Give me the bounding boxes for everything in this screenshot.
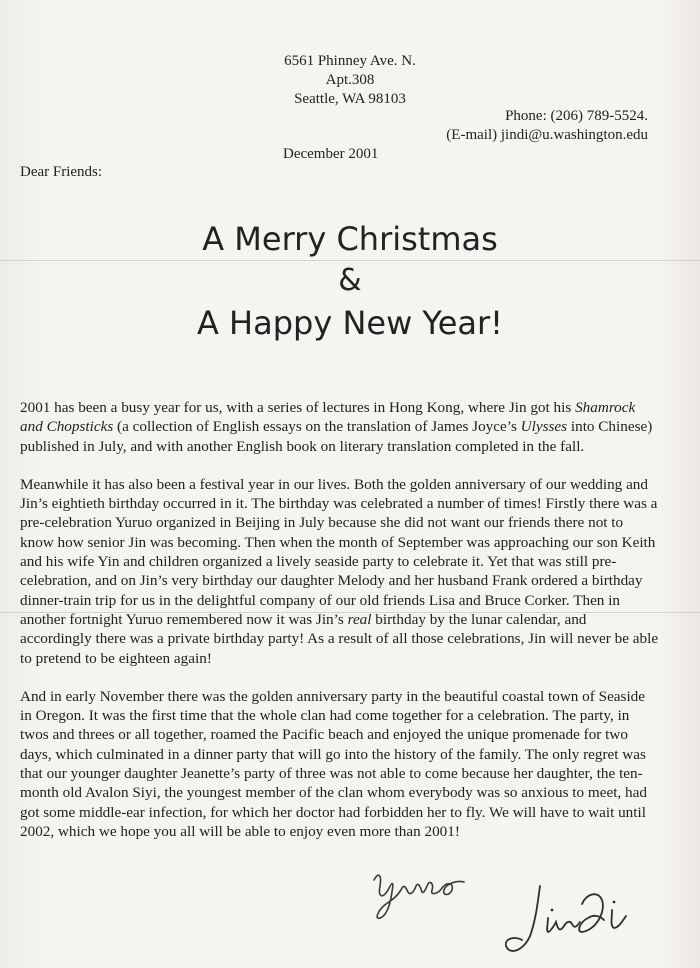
paragraph-1-text-a: 2001 has been a busy year for us, with a series of lectures in Hong Kong, where Jin got his [20,399,576,416]
ulysses-title: Ulysses [520,418,568,436]
contact-info [446,107,648,145]
headline-line-1: A Merry Christmas [202,220,498,258]
paragraph-2 [20,475,660,668]
paragraph-3: And in early November there was the golden anniversary party in the beautiful coastal town of Seaside in Oregon. It was the first time that the whole clan had come together for a celebration. The party, in twos and threes or all together, roamed the Pacific beach and enjoyed the unique promenade for two days, which culminated in a dinner party that will go into the history of the family. The only regret was that our younger daughter Jeanette’s party of three was not able to come because her daughter, the ten-month old Avalon Siyi, the youngest member of the clan whom everybody was so anxious to meet, had got some middle-ear infection, for which her doctor had forbidden her to fly. We will have to wait until 2002, which we hope you all will be able to enjoy even more than 2001! [20,687,647,840]
paragraph-1 [20,398,660,456]
email-address: (E-mail) jindi@u.washington.edu [446,127,648,143]
paragraph-1-text-c: into Chinese) published in July, and with another English book on literary translation completed in the fall. [20,418,653,455]
return-address [0,52,700,109]
headline-line-3: A Happy New Year! [196,304,503,342]
letter-date: December 2001 [283,146,379,162]
holiday-headline [0,218,700,344]
book-title: Shamrock and Chopsticks [20,399,636,436]
paragraph-1-text-b: (a collection of English essays on the translation of James Joyce’s [113,418,521,436]
paragraph-2-text-b: birthday by the lunar calendar, and accordingly there was a private birthday party! As a result of all those celebrations, Jin will never be able to pretend to be eighteen again! [20,610,659,667]
letter-body [20,398,660,860]
address-apt: Apt.308 [325,72,375,88]
address-city: Seattle, WA 98103 [294,91,406,107]
phone-number: Phone: (206) 789-5524. [505,108,648,124]
real-emphasis: real [347,610,372,628]
address-street: 6561 Phinney Ave. N. [284,53,416,69]
headline-ampersand: & [338,263,362,298]
signature-yuruo [368,866,473,922]
signature-jindi [496,880,646,960]
paragraph-2-text-a: Meanwhile it has also been a festival year in our lives. Both the golden anniversary of our wedding and Jin’s eightieth birthday occurred in it. The birthday was celebrated a number of times! Firstly there was a pre-celebration Yuruo organized in Beijing in July because she did not want our friends there not to know how senior Jin was becoming. Then when the month of September was approaching our son Keith and his wife Yin and children organized a lively seaside party to celebrate it. Yet that was still pre-celebration, and on Jin’s very birthday our daughter Melody and her husband Frank ordered a birthday dinner-train trip for us in the delightful company of our old friends Lisa and Bruce Corker. Then in another fortnight Yuruo remembered now it was Jin’s [20,475,658,628]
greeting: Dear Friends: [20,164,103,180]
